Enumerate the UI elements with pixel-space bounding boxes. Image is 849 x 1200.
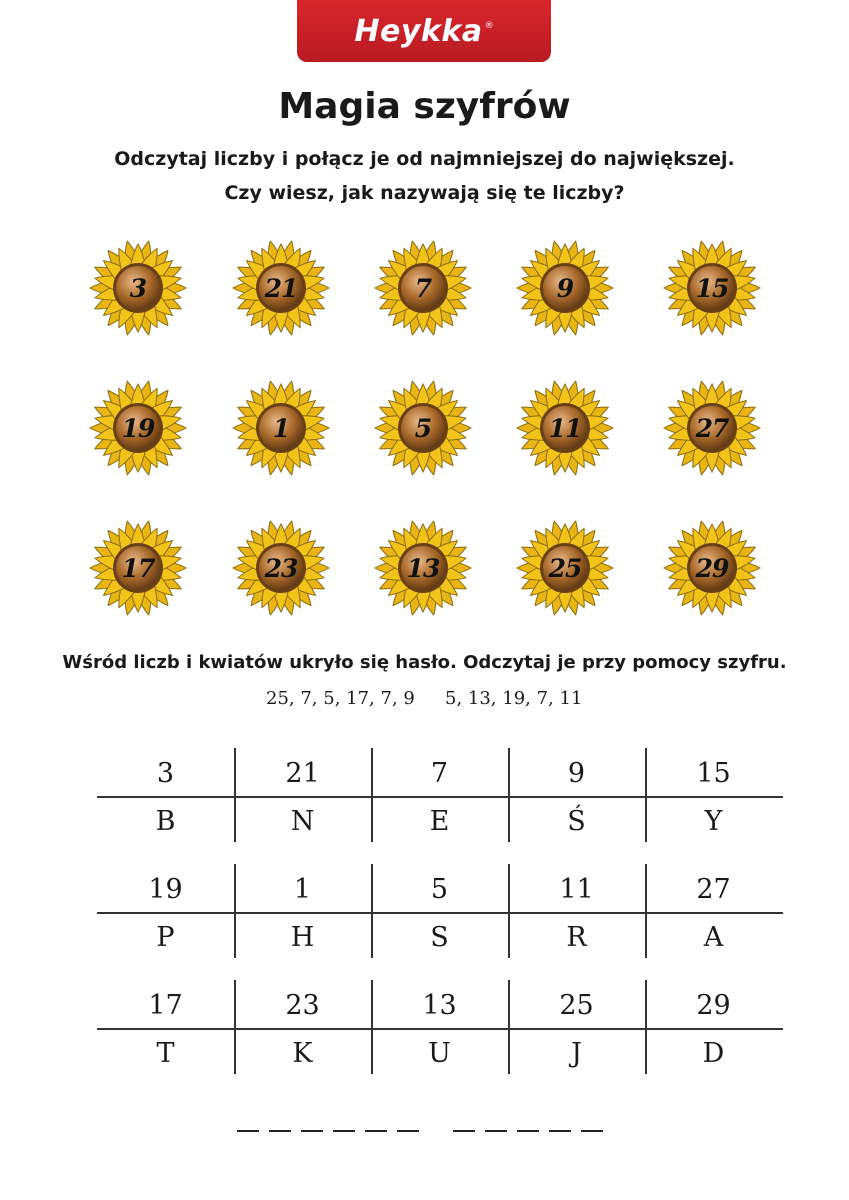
cipher-number: 3 [156,758,175,789]
cipher-letter: R [566,922,587,953]
cipher-letter: U [428,1038,451,1069]
sunflower-number-27[interactable] [661,377,763,479]
sunflower-number-label: 15 [695,273,729,303]
sunflower-number-1[interactable] [230,377,332,479]
cipher-letter: S [430,922,449,953]
answer-letter-blank[interactable] [365,1130,387,1132]
brand-logo [297,0,551,62]
answer-letter-blank[interactable] [453,1130,475,1132]
cipher-number: 25 [559,990,594,1021]
cipher-letter: N [290,806,315,837]
sunflower-number-5[interactable] [372,377,474,479]
brand-name: Heykka [354,13,483,49]
code-word-2: 5, 13, 19, 7, 11 [445,688,583,709]
cipher-letter: K [292,1038,313,1069]
cipher-column-divider [371,980,373,1074]
answer-letter-blank[interactable] [269,1130,291,1132]
cipher-letter: T [156,1038,175,1069]
cipher-letter: J [571,1038,582,1069]
cipher-letter: H [290,922,315,953]
sunflower-number-label: 19 [121,413,155,443]
cipher-row-divider [97,912,783,914]
cipher-column-divider [371,864,373,958]
sunflower-number-label: 23 [264,553,298,583]
page-title: Magia szyfrów [278,86,571,127]
cipher-number: 15 [696,758,731,789]
sunflower-number-label: 29 [695,553,729,583]
cipher-number: 13 [422,990,457,1021]
cipher-number: 9 [567,758,586,789]
cipher-column-divider [234,748,236,842]
registered-mark: ® [484,21,494,31]
cipher-letter: B [155,806,176,837]
cipher-number: 7 [430,758,449,789]
answer-letter-blank[interactable] [549,1130,571,1132]
sunflower-number-label: 3 [129,273,147,303]
cipher-column-divider [234,980,236,1074]
cipher-number: 17 [148,990,183,1021]
cipher-column-divider [508,864,510,958]
code-word-1: 25, 7, 5, 17, 7, 9 [266,688,415,709]
sunflower-number-label: 27 [695,413,729,443]
cipher-column-divider [234,864,236,958]
sunflower-number-label: 1 [272,413,290,443]
sunflower-number-label: 17 [121,553,155,583]
instruction-line-2: Czy wiesz, jak nazywają się te liczby? [224,182,625,204]
cipher-column-divider [645,864,647,958]
answer-letter-blank[interactable] [301,1130,323,1132]
answer-letter-blank[interactable] [237,1130,259,1132]
answer-letter-blank[interactable] [517,1130,539,1132]
cipher-number: 1 [293,874,312,905]
cipher-number: 5 [430,874,449,905]
cipher-column-divider [645,748,647,842]
cipher-letter: Y [704,806,723,837]
sunflower-number-label: 9 [556,273,574,303]
cipher-column-divider [508,980,510,1074]
cipher-number: 23 [285,990,320,1021]
cipher-row-divider [97,1028,783,1030]
cipher-letter: Ś [567,806,586,837]
cipher-number: 29 [696,990,731,1021]
instruction-line-1: Odczytaj liczby i połącz je od najmniejszej do największej. [114,148,735,170]
cipher-number: 21 [285,758,320,789]
sunflower-number-19[interactable] [87,377,189,479]
sunflower-number-label: 13 [406,553,440,583]
sunflower-number-15[interactable] [661,237,763,339]
cipher-number: 19 [148,874,183,905]
sunflower-number-label: 21 [264,273,298,303]
answer-letter-blank[interactable] [581,1130,603,1132]
sunflower-number-label: 5 [414,413,432,443]
sunflower-number-11[interactable] [514,377,616,479]
cipher-number: 11 [559,874,594,905]
cipher-column-divider [508,748,510,842]
answer-letter-blank[interactable] [397,1130,419,1132]
sunflower-number-23[interactable] [230,517,332,619]
sunflower-number-17[interactable] [87,517,189,619]
sunflower-number-13[interactable] [372,517,474,619]
cipher-row-divider [97,796,783,798]
cipher-column-divider [645,980,647,1074]
sunflower-number-label: 7 [414,273,432,303]
sunflower-number-label: 11 [548,413,582,443]
sunflower-number-21[interactable] [230,237,332,339]
sunflower-number-25[interactable] [514,517,616,619]
sunflower-number-9[interactable] [514,237,616,339]
cipher-letter: E [429,806,450,837]
cipher-letter: A [703,922,724,953]
answer-letter-blank[interactable] [485,1130,507,1132]
cipher-column-divider [371,748,373,842]
hint-text: Wśród liczb i kwiatów ukryło się hasło. Odczytaj je przy pomocy szyfru. [62,652,787,673]
sunflower-number-29[interactable] [661,517,763,619]
cipher-number: 27 [696,874,731,905]
cipher-letter: D [702,1038,725,1069]
sunflower-number-7[interactable] [372,237,474,339]
sunflower-number-label: 25 [548,553,582,583]
cipher-letter: P [156,922,175,953]
sunflower-number-3[interactable] [87,237,189,339]
answer-letter-blank[interactable] [333,1130,355,1132]
